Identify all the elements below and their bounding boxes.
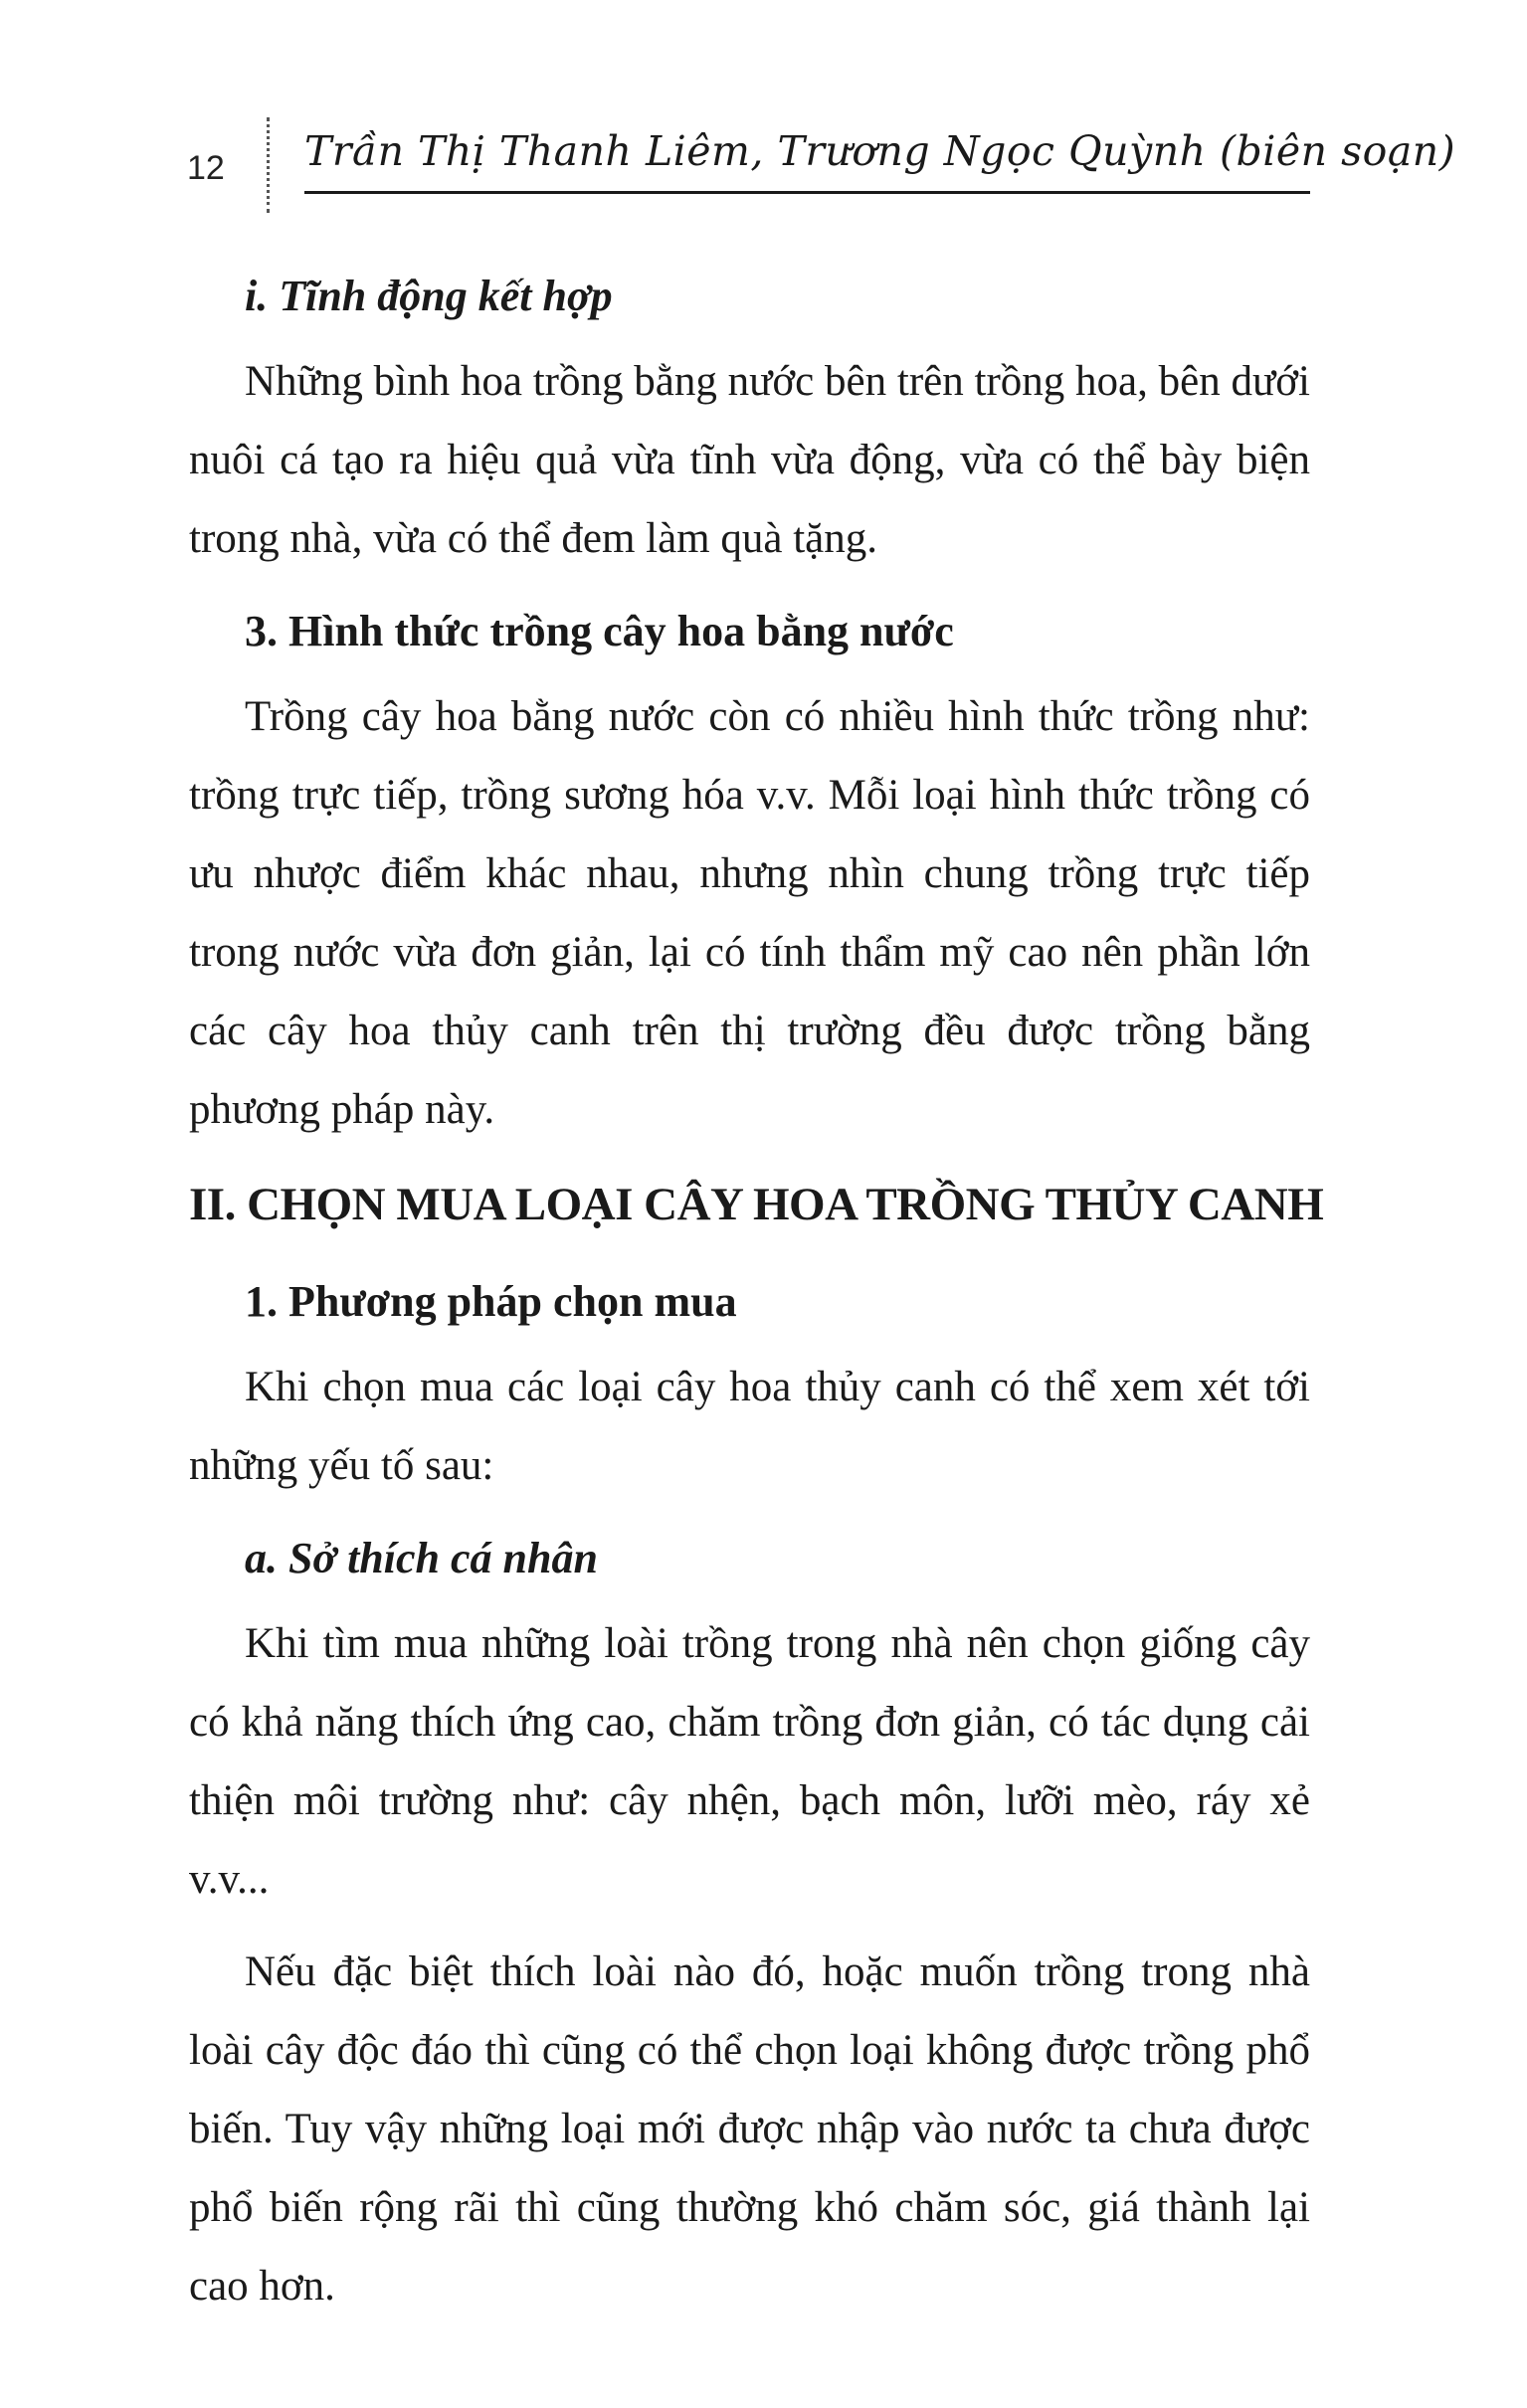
- paragraph-a-2: Nếu đặc biệt thích loài nào đó, hoặc muốn trồng trong nhà loài cây độc đáo thì cũng có thể chọn loại không được trồng phổ biến. Tuy vậy những loại mới được nhập vào nước ta chưa được phổ biến rộng rãi thì cũng thường khó chăm sóc, giá thành lại cao hơn.: [189, 1948, 1310, 2310]
- header-rule: [304, 191, 1310, 194]
- paragraph-a-1: Khi tìm mua những loài trồng trong nhà nên chọn giống cây có khả năng thích ứng cao, chăm trồng đơn giản, có tác dụng cải thiện môi trường như: cây nhện, bạch môn, lưỡi mèo, ráy xẻ v.v...: [189, 1620, 1310, 1903]
- section-heading-3: 3. Hình thức trồng cây hoa bằng nước: [245, 607, 954, 655]
- subsection-heading-i: i. Tĩnh động kết hợp: [245, 272, 613, 320]
- chapter-heading: II. CHỌN MUA LOẠI CÂY HOA TRỒNG THỦY CANH: [189, 1179, 1324, 1230]
- page-content: [189, 257, 1324, 2339]
- paragraph-1: Khi chọn mua các loại cây hoa thủy canh có thể xem xét tới những yếu tố sau:: [189, 1364, 1310, 1489]
- header-separator: [267, 117, 274, 213]
- section-heading-1: 1. Phương pháp chọn mua: [245, 1277, 737, 1326]
- subsection-heading-a: a. Sở thích cá nhân: [245, 1534, 598, 1582]
- running-title: Trần Thị Thanh Liêm, Trương Ngọc Quỳnh (biên soạn): [304, 127, 1456, 175]
- page-number: 12: [187, 149, 225, 187]
- paragraph-3: Trồng cây hoa bằng nước còn có nhiều hình thức trồng như: trồng trực tiếp, trồng sương hóa v.v. Mỗi loại hình thức trồng có ưu nhược điểm khác nhau, nhưng nhìn chung trồng trực tiếp trong nước vừa đơn giản, lại có tính thẩm mỹ cao nên phần lớn các cây hoa thủy canh trên thị trường đều được trồng bằng phương pháp này.: [189, 693, 1310, 1133]
- paragraph-i: Những bình hoa trồng bằng nước bên trên trồng hoa, bên dưới nuôi cá tạo ra hiệu quả vừa tĩnh vừa động, vừa có thể bày biện trong nhà, vừa có thể đem làm quà tặng.: [189, 358, 1310, 562]
